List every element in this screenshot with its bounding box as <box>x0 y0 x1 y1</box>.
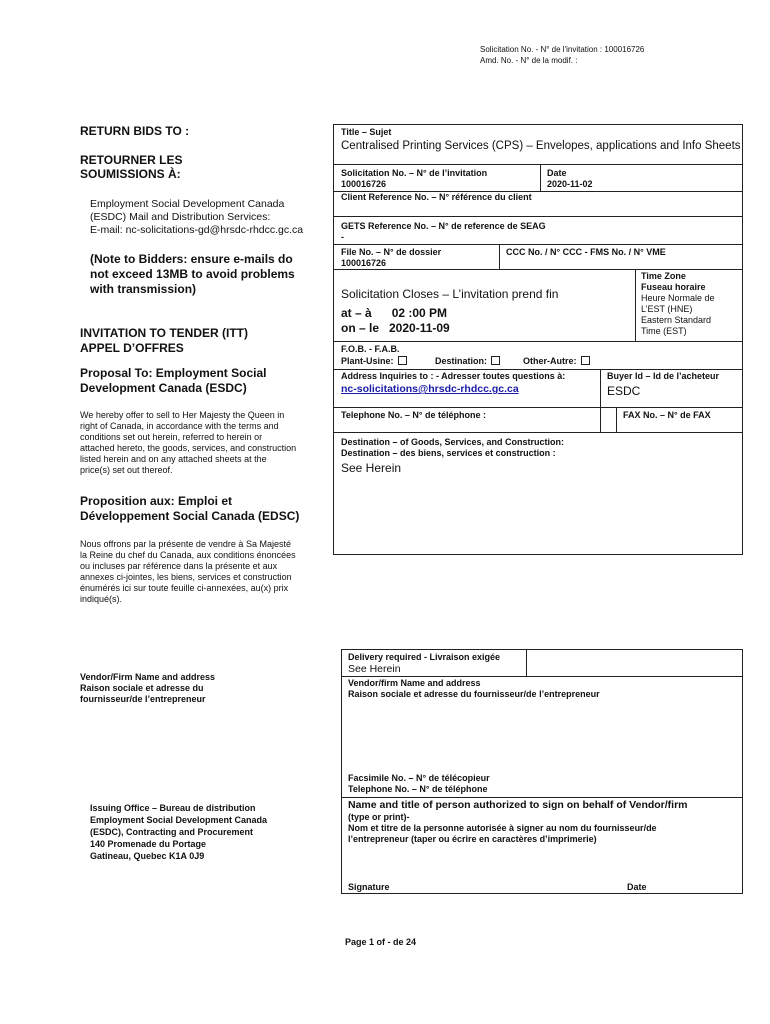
header-amendment: Amd. No. - N° de la modif. : <box>480 56 578 65</box>
signature-label: Signature <box>348 882 390 892</box>
proposition-heading: Proposition aux: Emploi et Développement Social Canada (EDSC) <box>80 494 300 523</box>
gets-value: - <box>341 232 344 242</box>
other-checkbox-group: Other-Autre: <box>523 356 590 367</box>
time-zone: Time Zone Fuseau horaire Heure Normale de L’EST (HNE) Eastern Standard Time (EST) <box>641 271 715 336</box>
inquiries-email-link[interactable]: nc-solicitations@hrsdc-rhdcc.gc.ca <box>341 383 519 395</box>
authorized-name-label: Name and title of person authorized to sign on behalf of Vendor/firm <box>348 799 688 811</box>
buyer-id-label: Buyer Id – Id de l’acheteur <box>607 371 720 381</box>
title-value: Centralised Printing Services (CPS) – Envelopes, applications and Info Sheets <box>341 140 741 152</box>
fax-phone-label: Facsimile No. – N° de télécopieur Telephone No. – N° de téléphone <box>348 773 490 794</box>
header-solicitation: Solicitation No. - N° de l'invitation : 100016726 <box>480 45 645 54</box>
page-number: Page 1 of - de 24 <box>345 937 417 947</box>
file-label: File No. – N° de dossier <box>341 247 442 257</box>
buyer-id-value: ESDC <box>607 384 641 398</box>
solicitation-label: Solicitation No. – N° de l’invitation <box>341 168 488 178</box>
vendor-address-label: Vendor/firm Name and address Raison sociale et adresse du fournisseur/de l’entrepreneur <box>348 678 600 699</box>
return-address: Employment Social Development Canada (ESDC) Mail and Distribution Services: E-mail: nc-solicitations-gd@hrsdc-rhdcc.gc.ca <box>90 198 304 236</box>
date-value: 2020-11-02 <box>547 179 593 189</box>
itt-heading: INVITATION TO TENDER (ITT) APPEL D’OFFRES <box>80 326 248 355</box>
closing-date: on – le 2020-11-09 <box>341 321 450 335</box>
destination-checkbox[interactable] <box>491 356 500 365</box>
file-value: 100016726 <box>341 258 387 268</box>
title-label: Title – Sujet <box>341 127 392 137</box>
date-label: Date <box>547 168 567 178</box>
vendor-form <box>341 649 743 894</box>
solicitation-form <box>333 124 743 555</box>
signature-date-label: Date <box>627 882 647 892</box>
gets-label: GETS Reference No. – N° de reference de SEAG <box>341 221 546 231</box>
closing-time: at – à 02 :00 PM <box>341 306 448 320</box>
other-checkbox[interactable] <box>581 356 590 365</box>
closes-label: Solicitation Closes – L’invitation prend fin <box>341 287 559 301</box>
authorized-name-fr: (type or print)- Nom et titre de la personne autorisée à signer au nom du fournisseur/de l’entrepreneur (taper ou écrire en caractères d’imprimerie) <box>348 812 657 844</box>
telephone-label: Telephone No. – N° de téléphone : <box>341 410 486 420</box>
delivery-value: See Herein <box>348 663 401 675</box>
vendor-label: Vendor/Firm Name and address Raison sociale et adresse du fournisseur/de l’entrepreneur <box>80 672 216 704</box>
destination-value: See Herein <box>341 461 402 475</box>
offer-text-en: We hereby offer to sell to Her Majesty the Queen in right of Canada, in accordance with the terms and conditions set out herein, referred to herein or attached hereto, the goods, services, and construction listed herein and on any attached sheets at the price(s) set out thereof. <box>80 410 297 475</box>
inquiries-label: Address Inquiries to : - Adresser toutes questions à: <box>341 371 566 381</box>
delivery-label: Delivery required - Livraison exigée <box>348 652 501 662</box>
destination-goods-label: Destination – of Goods, Services, and Construction: Destination – des biens, services et construction : <box>341 437 565 458</box>
return-bids-fr: RETOURNER LES SOUMISSIONS À: <box>80 153 183 181</box>
fob-label: F.O.B. - F.A.B. <box>341 344 400 354</box>
return-bids-en: RETURN BIDS TO : <box>80 124 190 138</box>
ccc-label: CCC No. / N° CCC - FMS No. / N° VME <box>506 247 666 257</box>
offer-text-fr: Nous offrons par la présente de vendre à Sa Majesté la Reine du chef du Canada, aux conditions énoncées ou incluses par référence dans la présente et aux annexes ci-jointes, les biens, services et construction énumérés ici sur toute feuille ci-annexées, au(x) prix indiqué(s). <box>80 539 296 604</box>
bidder-note: (Note to Bidders: ensure e-mails do not exceed 13MB to avoid problems with transmission) <box>90 252 295 296</box>
destination-checkbox-group: Destination: <box>435 356 500 367</box>
client-reference-label: Client Reference No. – N° référence du client <box>341 192 532 202</box>
issuing-office: Issuing Office – Bureau de distribution Employment Social Development Canada (ESDC), Contracting and Procurement 140 Promenade du Portage Gatineau, Quebec K1A 0J9 <box>90 803 268 861</box>
solicitation-value: 100016726 <box>341 179 387 189</box>
plant-checkbox-group: Plant-Usine: <box>341 356 407 367</box>
proposal-heading: Proposal To: Employment Social Development Canada (ESDC) <box>80 366 267 395</box>
fax-label: FAX No. – N° de FAX <box>623 410 711 420</box>
plant-checkbox[interactable] <box>398 356 407 365</box>
